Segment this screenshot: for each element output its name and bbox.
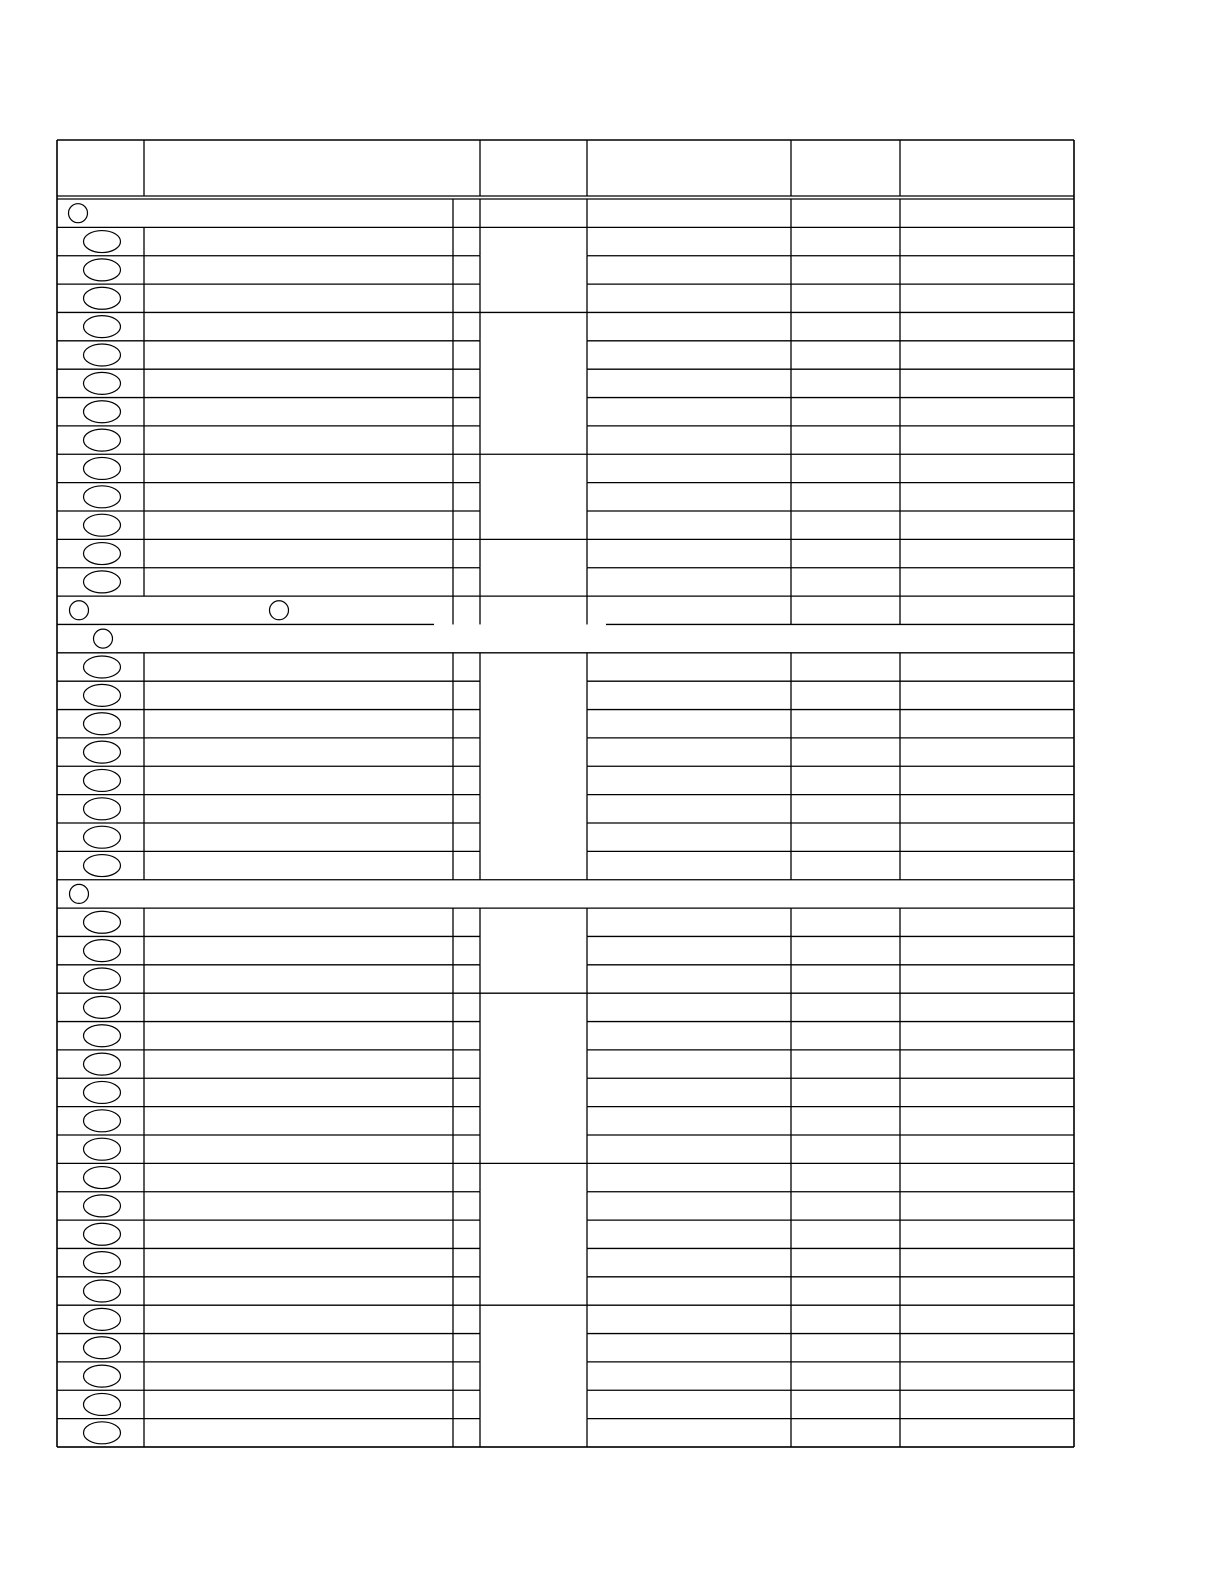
item-number-oval-39[interactable] xyxy=(84,1393,121,1415)
item-number-oval-35[interactable] xyxy=(84,1280,121,1302)
item-number-oval-6[interactable] xyxy=(84,372,121,394)
item-number-oval-4[interactable] xyxy=(84,316,121,338)
item-number-oval-27[interactable] xyxy=(84,1053,121,1075)
subheader-marker-circle-2[interactable] xyxy=(270,601,289,620)
item-number-oval-7[interactable] xyxy=(84,401,121,423)
item-number-oval-21[interactable] xyxy=(84,855,121,877)
group-cell-section-2-1[interactable] xyxy=(481,654,586,879)
item-number-oval-38[interactable] xyxy=(84,1365,121,1387)
item-number-oval-32[interactable] xyxy=(84,1195,121,1217)
item-number-oval-26[interactable] xyxy=(84,1025,121,1047)
group-cell-section-3-2[interactable] xyxy=(481,994,586,1162)
item-number-oval-34[interactable] xyxy=(84,1252,121,1274)
item-number-oval-1[interactable] xyxy=(84,231,121,253)
group-cell-section-1-1[interactable] xyxy=(481,228,586,311)
item-number-oval-2[interactable] xyxy=(84,259,121,281)
section-3-marker-circle[interactable] xyxy=(70,884,89,903)
item-number-oval-10[interactable] xyxy=(84,486,121,508)
group-cell-section-3-1[interactable] xyxy=(481,909,586,992)
item-number-oval-16[interactable] xyxy=(84,713,121,735)
group-cell-section-3-3[interactable] xyxy=(481,1164,586,1304)
item-number-oval-29[interactable] xyxy=(84,1110,121,1132)
item-number-oval-5[interactable] xyxy=(84,344,121,366)
group-cell-section-1-4[interactable] xyxy=(481,540,586,595)
item-number-oval-17[interactable] xyxy=(84,741,121,763)
item-number-oval-23[interactable] xyxy=(84,940,121,962)
item-number-oval-13[interactable] xyxy=(84,571,121,593)
subheader-marker-circle-1[interactable] xyxy=(70,601,89,620)
item-number-oval-36[interactable] xyxy=(84,1308,121,1330)
item-number-oval-20[interactable] xyxy=(84,826,121,848)
item-number-oval-18[interactable] xyxy=(84,769,121,791)
item-number-oval-37[interactable] xyxy=(84,1337,121,1359)
item-number-oval-22[interactable] xyxy=(84,911,121,933)
group-cell-section-3-4[interactable] xyxy=(481,1306,586,1446)
item-number-oval-12[interactable] xyxy=(84,543,121,565)
item-number-oval-24[interactable] xyxy=(84,968,121,990)
item-number-oval-3[interactable] xyxy=(84,287,121,309)
group-cell-section-1-2[interactable] xyxy=(481,313,586,453)
item-number-oval-25[interactable] xyxy=(84,996,121,1018)
item-number-oval-11[interactable] xyxy=(84,514,121,536)
item-number-oval-30[interactable] xyxy=(84,1138,121,1160)
section-1-marker-circle[interactable] xyxy=(69,204,88,223)
item-number-oval-8[interactable] xyxy=(84,429,121,451)
item-number-oval-31[interactable] xyxy=(84,1167,121,1189)
item-number-oval-28[interactable] xyxy=(84,1081,121,1103)
item-number-oval-9[interactable] xyxy=(84,457,121,479)
item-number-oval-40[interactable] xyxy=(84,1422,121,1444)
section-2-marker-circle[interactable] xyxy=(94,629,113,648)
item-number-oval-15[interactable] xyxy=(84,684,121,706)
group-cell-section-1-3[interactable] xyxy=(481,455,586,538)
item-number-oval-14[interactable] xyxy=(84,656,121,678)
item-number-oval-19[interactable] xyxy=(84,798,121,820)
item-number-oval-33[interactable] xyxy=(84,1223,121,1245)
